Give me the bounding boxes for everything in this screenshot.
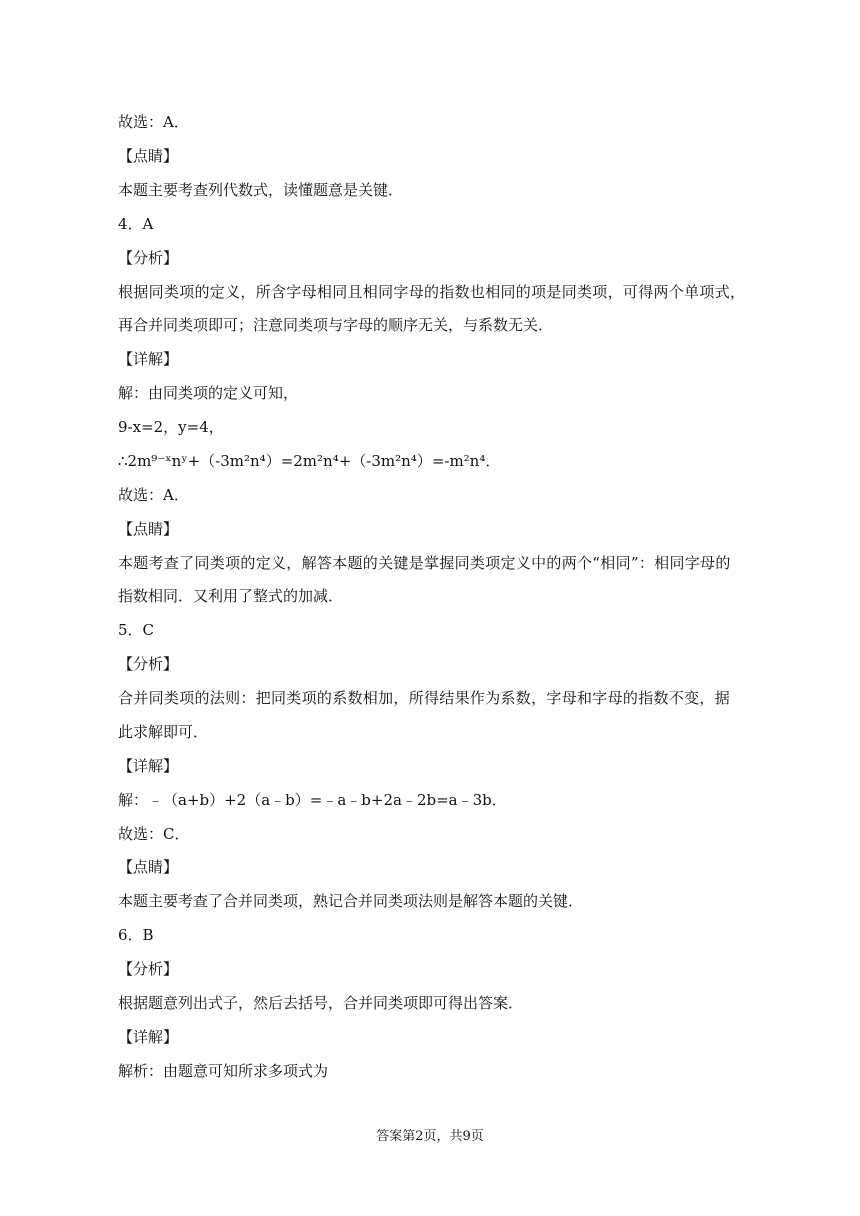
q6-detail-heading: 【详解】 [118,1028,179,1046]
q5-analysis-heading: 【分析】 [118,655,179,673]
q4-point-line-1: 本题考查了同类项的定义，解答本题的关键是掌握同类项定义中的两个“相同”：相同字母的 [118,554,731,572]
q5-analysis-line-1: 合并同类项的法则：把同类项的系数相加，所得结果作为系数，字母和字母的指数不变，据 [118,689,731,707]
q4-detail-line-1: 解：由同类项的定义可知， [118,384,299,402]
q5-point-heading: 【点睛】 [118,858,179,876]
q4-equation-1: 9-x=2，y=4， [118,418,224,436]
q3-point-heading: 【点睛】 [118,147,179,165]
q4-analysis-line-1: 根据同类项的定义，所含字母相同且相同字母的指数也相同的项是同类项，可得两个单项式， [118,283,746,301]
page-footer: 答案第2页，共9页 [376,1129,484,1144]
q6-analysis-line-1: 根据题意列出式子，然后去括号，合并同类项即可得出答案． [118,994,524,1012]
q5-detail-line-1: 解：﹣（a+b）+2（a﹣b）=﹣a﹣b+2a﹣2b=a﹣3b． [118,791,507,809]
q4-point-heading: 【点睛】 [118,520,179,538]
q4-detail-heading: 【详解】 [118,350,179,368]
q4-number: 4．A [118,215,154,233]
q6-number: 6．B [118,926,154,944]
q5-number: 5．C [118,621,155,639]
q4-analysis-line-2: 再合并同类项即可；注意同类项与字母的顺序无关，与系数无关． [118,316,554,334]
q6-analysis-heading: 【分析】 [118,960,179,978]
q4-analysis-heading: 【分析】 [118,249,179,267]
q4-point-line-2: 指数相同．又利用了整式的加减． [118,587,344,605]
q6-detail-line-1: 解析：由题意可知所求多项式为 [118,1062,329,1080]
q4-equation-2: ∴2m⁹⁻ˣnʸ+（-3m²n⁴）=2m²n⁴+（-3m²n⁴）=-m²n⁴． [118,452,501,470]
q5-answer: 故选：C． [118,825,190,843]
q3-answer: 故选：A． [118,113,189,131]
q5-analysis-line-2: 此求解即可． [118,723,209,741]
q5-point-line-1: 本题主要考查了合并同类项，熟记合并同类项法则是解答本题的关键． [118,892,584,910]
q3-point-text: 本题主要考查列代数式，读懂题意是关键． [118,181,404,199]
q5-detail-heading: 【详解】 [118,757,179,775]
q4-answer: 故选：A． [118,486,189,504]
